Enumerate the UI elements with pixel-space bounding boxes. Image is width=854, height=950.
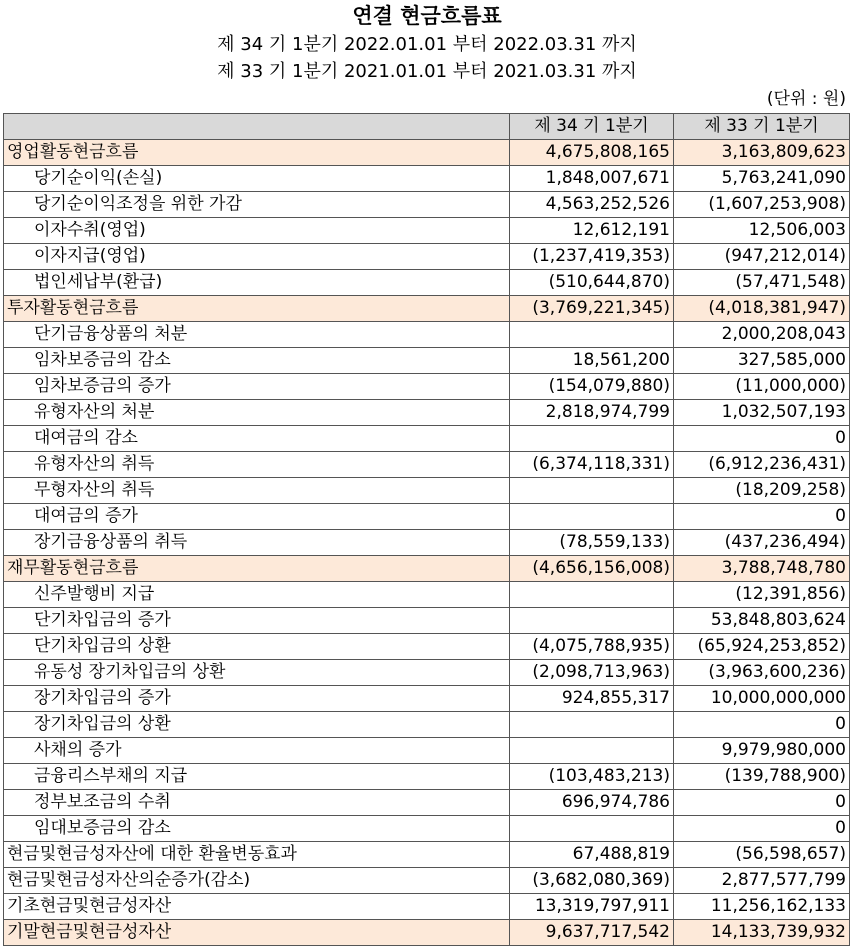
table-row [4,842,850,868]
row-label: 장기차입금의 증가 [4,686,510,712]
row-current-value: (103,483,213) [510,764,674,790]
row-prior-value: (18,209,258) [674,478,850,504]
row-current-value [510,426,674,452]
row-label: 임차보증금의 감소 [4,348,510,374]
table-row [4,478,850,504]
table-row [4,608,850,634]
row-prior-value: 0 [674,426,850,452]
row-current-value: 2,818,974,799 [510,400,674,426]
period-current: 제 34 기 1분기 2022.01.01 부터 2022.03.31 까지 [217,34,637,55]
row-current-value: 67,488,819 [510,842,674,868]
row-prior-value: 327,585,000 [674,348,850,374]
row-prior-value: 3,163,809,623 [674,140,850,166]
table-row [4,894,850,920]
row-current-value: (510,644,870) [510,270,674,296]
table-row [4,140,850,166]
row-prior-value: 53,848,803,624 [674,608,850,634]
row-prior-value: (11,000,000) [674,374,850,400]
row-label: 무형자산의 취득 [4,478,510,504]
row-label: 법인세납부(환급) [4,270,510,296]
row-label: 단기금융상품의 처분 [4,322,510,348]
row-prior-value: (437,236,494) [674,530,850,556]
table-row [4,504,850,530]
row-current-value [510,608,674,634]
table-row [4,374,850,400]
row-prior-value: (6,912,236,431) [674,452,850,478]
row-current-value: (154,079,880) [510,374,674,400]
row-prior-value: (947,212,014) [674,244,850,270]
row-prior-value: 2,877,577,799 [674,868,850,894]
row-current-value: 13,319,797,911 [510,894,674,920]
row-prior-value: (56,598,657) [674,842,850,868]
row-label: 대여금의 감소 [4,426,510,452]
row-label: 신주발행비 지급 [4,582,510,608]
row-label: 현금및현금성자산의순증가(감소) [4,868,510,894]
table-row [4,738,850,764]
row-label: 투자활동현금흐름 [4,296,510,322]
row-label: 기초현금및현금성자산 [4,894,510,920]
table-header-row [4,114,850,140]
row-prior-value: 0 [674,790,850,816]
row-current-value: (3,682,080,369) [510,868,674,894]
table-row [4,764,850,790]
row-current-value: 18,561,200 [510,348,674,374]
row-prior-value: 14,133,739,932 [674,920,850,946]
row-current-value [510,322,674,348]
row-label: 임대보증금의 감소 [4,816,510,842]
table-row [4,244,850,270]
row-prior-value: (57,471,548) [674,270,850,296]
table-row [4,868,850,894]
table-row [4,270,850,296]
table-row [4,816,850,842]
row-prior-value: 3,788,748,780 [674,556,850,582]
row-label: 당기순이익(손실) [4,166,510,192]
table-row [4,296,850,322]
row-label: 사채의 증가 [4,738,510,764]
row-prior-value: 9,979,980,000 [674,738,850,764]
row-label: 정부보조금의 수취 [4,790,510,816]
row-label: 유동성 장기차입금의 상환 [4,660,510,686]
row-current-value: (6,374,118,331) [510,452,674,478]
table-row [4,582,850,608]
row-prior-value: (3,963,600,236) [674,660,850,686]
row-label: 영업활동현금흐름 [4,140,510,166]
table-row [4,322,850,348]
row-current-value [510,504,674,530]
row-prior-value: (139,788,900) [674,764,850,790]
table-row [4,452,850,478]
row-prior-value: 0 [674,504,850,530]
row-current-value: 9,637,717,542 [510,920,674,946]
header-current-period: 제 34 기 1분기 [510,114,674,140]
row-current-value [510,478,674,504]
row-prior-value: (65,924,253,852) [674,634,850,660]
row-label: 임차보증금의 증가 [4,374,510,400]
row-prior-value: (12,391,856) [674,582,850,608]
row-label: 단기차입금의 증가 [4,608,510,634]
row-prior-value: 10,000,000,000 [674,686,850,712]
row-prior-value: 5,763,241,090 [674,166,850,192]
table-row [4,426,850,452]
row-current-value: 924,855,317 [510,686,674,712]
row-label: 재무활동현금흐름 [4,556,510,582]
row-label: 기말현금및현금성자산 [4,920,510,946]
table-row [4,400,850,426]
cash-flow-table [3,113,850,946]
table-row [4,634,850,660]
row-current-value: (2,098,713,963) [510,660,674,686]
row-prior-value: 0 [674,712,850,738]
row-current-value [510,582,674,608]
row-current-value: (4,075,788,935) [510,634,674,660]
row-label: 금융리스부채의 지급 [4,764,510,790]
row-current-value [510,816,674,842]
table-row [4,166,850,192]
row-prior-value: 0 [674,816,850,842]
header-prior-period: 제 33 기 1분기 [674,114,850,140]
table-row [4,660,850,686]
row-current-value: 1,848,007,671 [510,166,674,192]
row-prior-value: 1,032,507,193 [674,400,850,426]
row-label: 대여금의 증가 [4,504,510,530]
row-prior-value: 12,506,003 [674,218,850,244]
row-current-value: (3,769,221,345) [510,296,674,322]
row-prior-value: (1,607,253,908) [674,192,850,218]
row-label: 장기금융상품의 취득 [4,530,510,556]
header-label-cell [4,114,510,140]
row-current-value [510,738,674,764]
row-current-value [510,712,674,738]
table-row [4,556,850,582]
row-label: 당기순이익조정을 위한 가감 [4,192,510,218]
table-row [4,790,850,816]
row-label: 이자수취(영업) [4,218,510,244]
row-current-value: 4,563,252,526 [510,192,674,218]
row-prior-value: (4,018,381,947) [674,296,850,322]
row-current-value: 4,675,808,165 [510,140,674,166]
row-label: 유형자산의 취득 [4,452,510,478]
table-row [4,712,850,738]
table-row [4,686,850,712]
table-row [4,218,850,244]
row-prior-value: 11,256,162,133 [674,894,850,920]
table-row [4,348,850,374]
statement-title: 연결 현금흐름표 [352,4,502,28]
unit-label: (단위 : 원) [766,89,846,109]
row-current-value: (1,237,419,353) [510,244,674,270]
table-row [4,920,850,946]
row-prior-value: 2,000,208,043 [674,322,850,348]
period-prior: 제 33 기 1분기 2021.01.01 부터 2021.03.31 까지 [217,61,637,82]
row-current-value: (4,656,156,008) [510,556,674,582]
row-current-value: 696,974,786 [510,790,674,816]
row-current-value: 12,612,191 [510,218,674,244]
table-row [4,530,850,556]
row-label: 단기차입금의 상환 [4,634,510,660]
row-label: 이자지급(영업) [4,244,510,270]
row-current-value: (78,559,133) [510,530,674,556]
row-label: 장기차입금의 상환 [4,712,510,738]
row-label: 유형자산의 처분 [4,400,510,426]
row-label: 현금및현금성자산에 대한 환율변동효과 [4,842,510,868]
table-row [4,192,850,218]
